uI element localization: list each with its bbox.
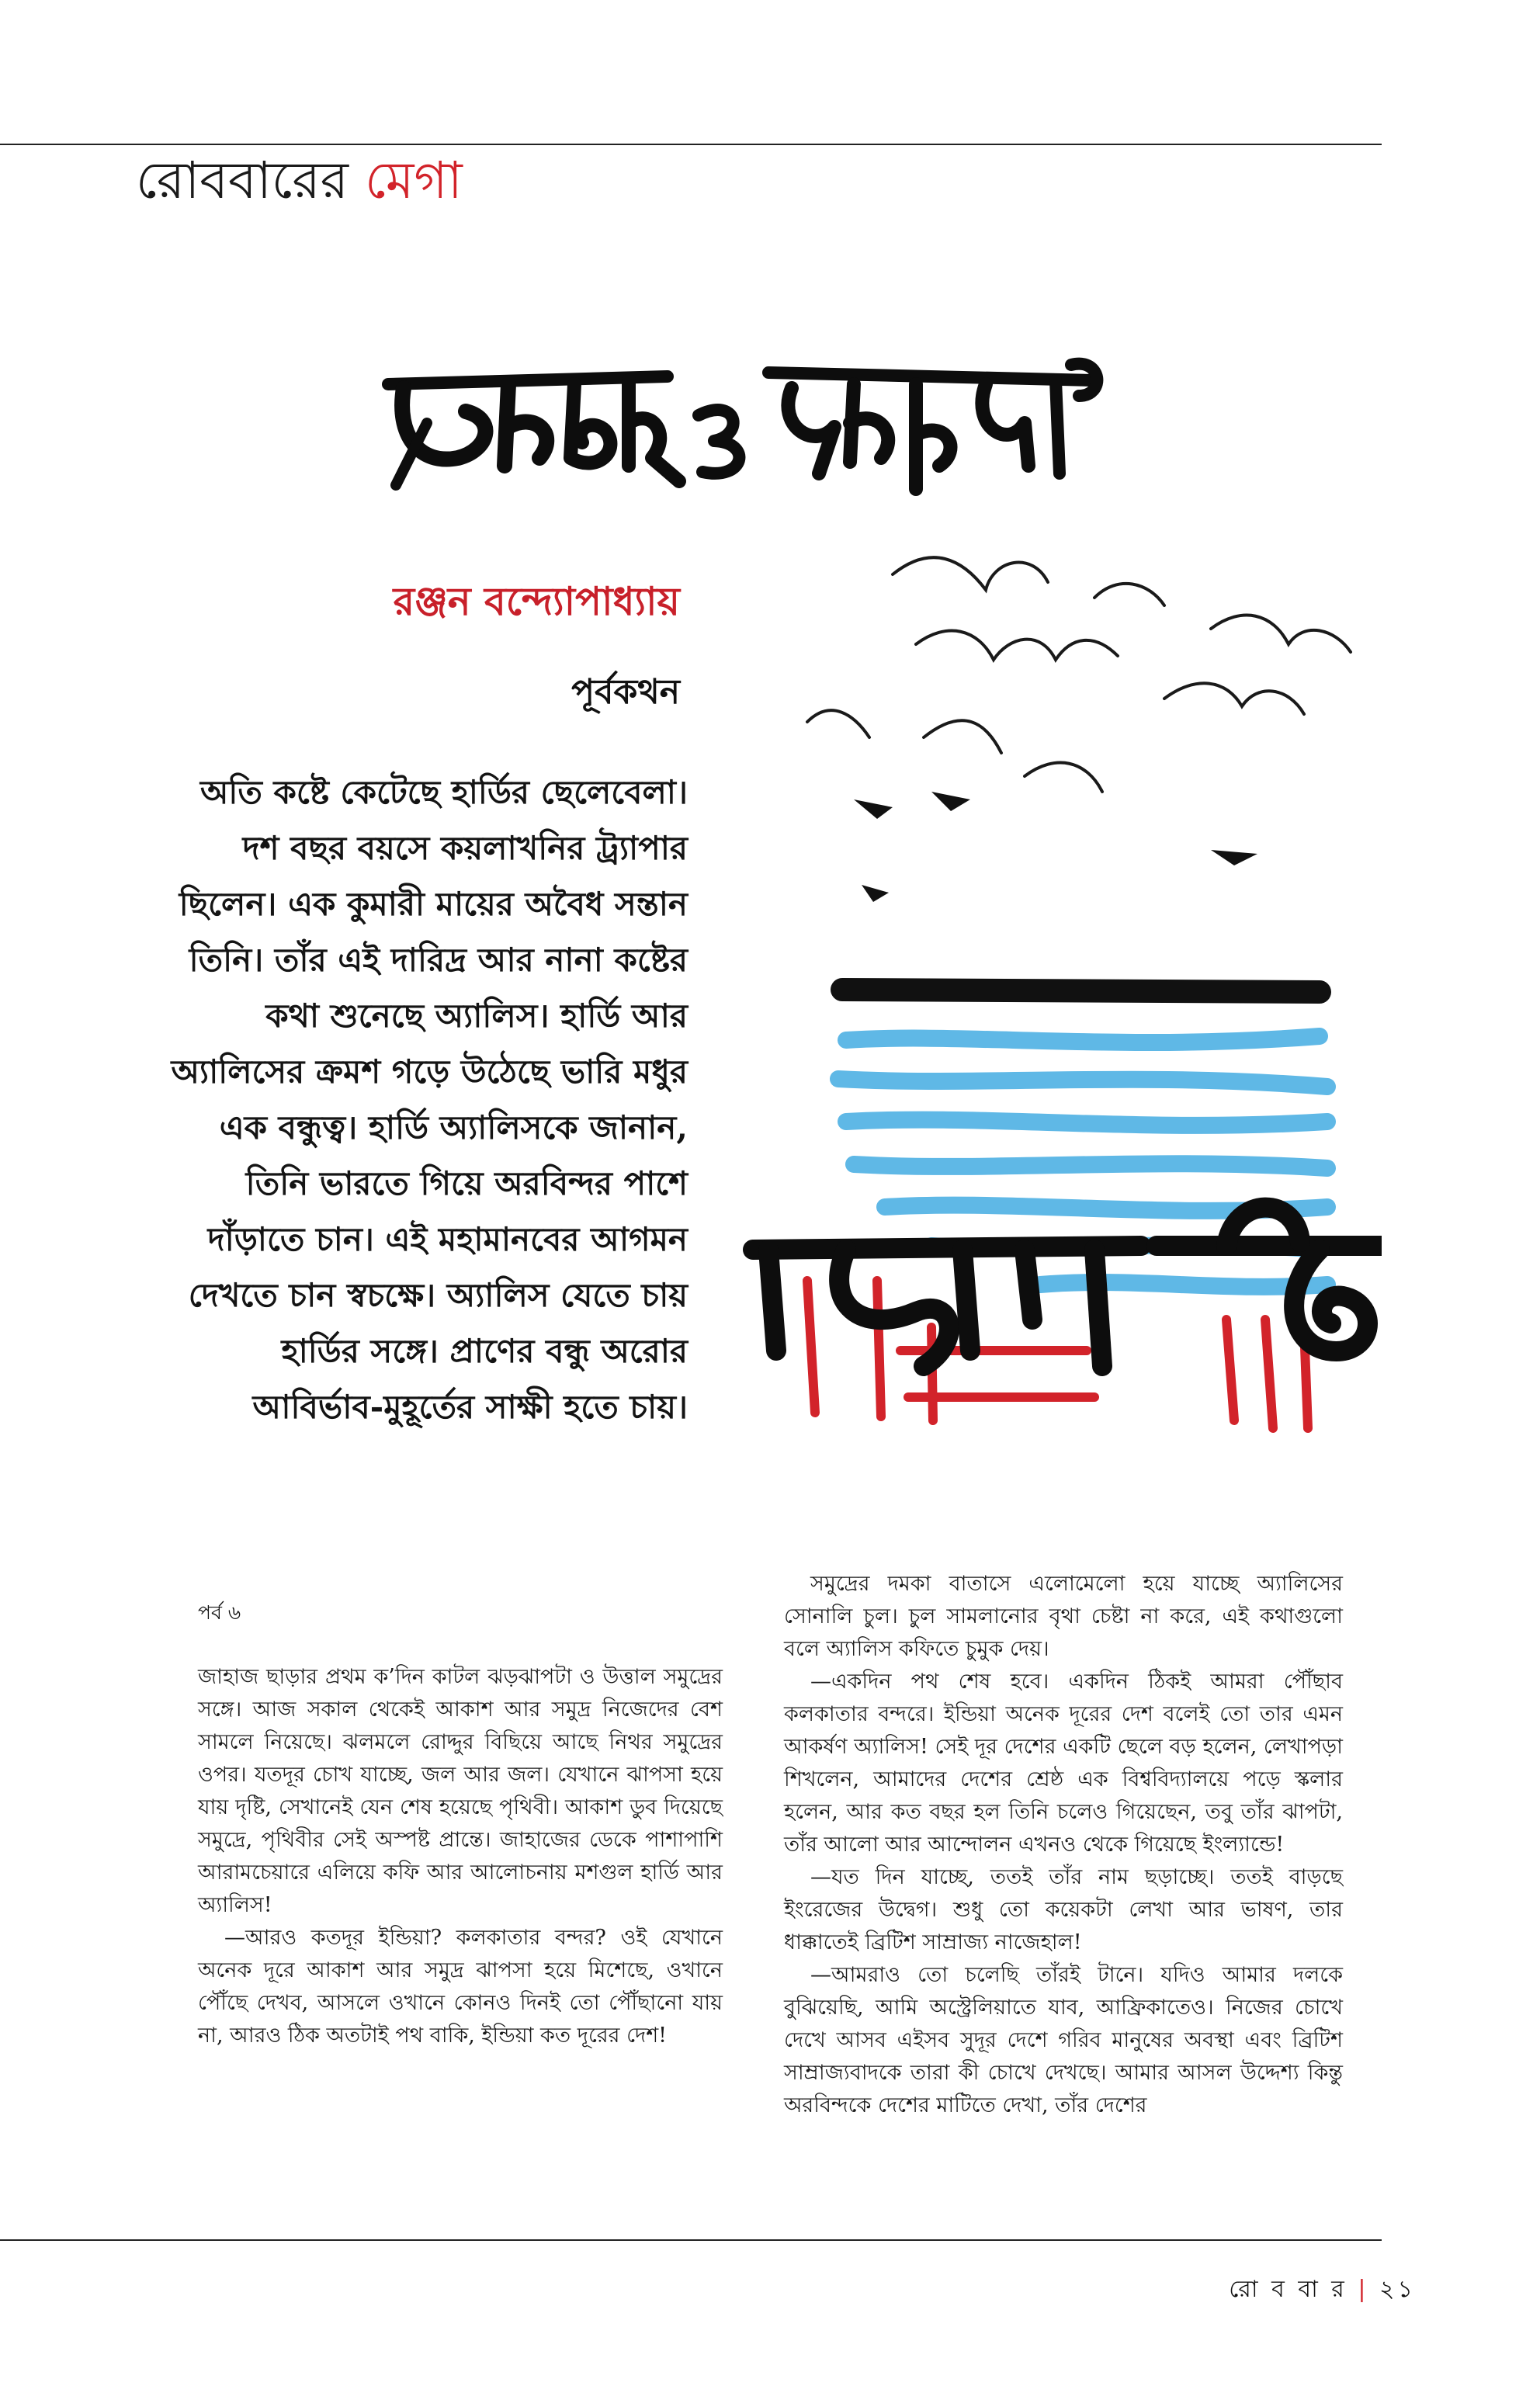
author-name: রঞ্জন বন্দ্যোপাধ্যায় xyxy=(393,578,680,624)
preface-heading: পূর্বকথন xyxy=(571,672,680,712)
illustration-art xyxy=(730,543,1382,1444)
footer-separator: | xyxy=(1358,2276,1369,2303)
intro-text: অতি কষ্টে কেটেছে হার্ডির ছেলেবেলা। দশ বছর বয়সে কয়লাখনির ট্র্যাপার ছিলেন। এক কুমারী মায়ের অবৈধ সন্তান তিনি। তাঁর এই দারিদ্র আর নানা কষ্টের কথা শুনেছে অ্যালিস। হার্ডি আর অ্যালিসের ক্রমশ গড়ে উঠেছে ভারি মধুর এক বন্ধুত্ব। হার্ডি অ্যালিসকে জানান, তিনি ভারতে গিয়ে অরবিন্দর পাশে দাঁড়াতে চান। এই মহামানবের আগমন দেখতে চান স্বচক্ষে। অ্যালিস যেতে চায় হার্ডির সঙ্গে। প্রাণের বন্ধু অরোর আবির্ভাব-মুহূর্তের সাক্ষী হতে চায়। xyxy=(171,773,688,1426)
letter-stroke xyxy=(1094,1250,1102,1366)
section-header xyxy=(136,151,463,210)
bird-dark xyxy=(854,799,893,819)
part-label: পর্ব ৬ xyxy=(198,1601,241,1624)
red-stroke xyxy=(1265,1320,1273,1428)
body-column-left xyxy=(198,1661,723,2052)
letter-stroke xyxy=(768,1250,776,1351)
top-rule xyxy=(0,144,1382,145)
letter-stroke xyxy=(1294,1250,1368,1351)
body-paragraph: সমুদ্রের দমকা বাতাসে এলোমেলো হয়ে যাচ্ছে অ্যালিসের সোনালি চুল। চুল সামলানোর বৃথা চেষ্টা না করে, এই কথাগুলো বলে অ্যালিস কফিতে চুমুক দেয়। xyxy=(784,1572,1343,1661)
section-prefix: রোববারের xyxy=(136,151,349,210)
body-paragraph: —আরও কতদূর ইন্ডিয়া? কলকাতার বন্দর? ওই যেখানে অনেক দূরে আকাশ আর সমুদ্র ঝাপসা হয়ে মিশেছে, ওখানে পৌঁছে দেখব, আসলে ওখানে কোনও দিনই তো পৌঁছানো যায় না, আরও ঠিক অতটাই পথ বাকি, ইন্ডিয়া কত দূরের দেশ! xyxy=(198,1926,723,2048)
page-number: ২১ xyxy=(1379,2276,1416,2303)
title-brush-art xyxy=(373,349,1110,505)
letter-stroke xyxy=(753,1246,1141,1250)
horizon-line xyxy=(842,990,1320,992)
red-stroke xyxy=(1226,1320,1234,1420)
body-paragraph: জাহাজ ছাড়ার প্রথম ক’দিন কাটল ঝড়ঝাপটা ও উত্তাল সমুদ্রের সঙ্গে। আজ সকাল থেকেই আকাশ আর সমুদ্র নিজেদের বেশ সামলে নিয়েছে। ঝলমলে রোদ্দুর বিছিয়ে আছে নিথর সমুদ্রের ওপর। যতদূর চোখ যাচ্ছে, জল আর জল। যেখানে ঝাপসা হয়ে যায় দৃষ্টি, সেখানেই যেন শেষ হয়েছে পৃথিবী। আকাশ ডুব দিয়েছে সমুদ্রে, পৃথিবীর সেই অস্পষ্ট প্রান্তে। জাহাজের ডেকে পাশাপাশি আরামচেয়ারে এলিয়ে কফি আর আলোচনায় মশগুল হার্ডি আর অ্যালিস! xyxy=(198,1665,723,1917)
magazine-name: রো ব বা র xyxy=(1229,2276,1348,2303)
body-column-right xyxy=(784,1568,1343,2122)
wave xyxy=(846,1036,1320,1042)
bird-outline xyxy=(1211,616,1351,652)
wave xyxy=(1040,1282,1327,1287)
bird-dark xyxy=(1211,850,1257,865)
intro-paragraph xyxy=(163,765,688,1435)
red-stroke xyxy=(807,1281,815,1413)
red-stroke xyxy=(931,1327,933,1420)
bird-outline xyxy=(1094,584,1164,605)
section-accent: মেগা xyxy=(364,151,463,210)
wave xyxy=(854,1164,1327,1168)
sea-illustration xyxy=(730,543,1382,1447)
bird-dark xyxy=(862,885,889,902)
bird-outline xyxy=(893,557,1048,590)
wave xyxy=(846,1120,1327,1125)
body-paragraph: —যত দিন যাচ্ছে, ততই তাঁর নাম ছড়াচ্ছে। ততই বাড়ছে ইংরেজের উদ্বেগ। শুধু তো কয়েকটা লেখা আর ভাষণ, তার ধাক্কাতেই ব্রিটিশ সাম্রাজ্য নাজেহাল! xyxy=(784,1865,1343,1954)
letter-stroke xyxy=(1025,1250,1032,1320)
title-calligraphy xyxy=(373,349,1110,508)
bird-dark xyxy=(931,792,970,811)
red-stroke xyxy=(877,1281,881,1417)
letter-stroke xyxy=(962,1250,970,1351)
wave xyxy=(838,1079,1327,1087)
bird-outline xyxy=(1025,763,1102,792)
page-footer xyxy=(1229,2270,1416,2310)
bird-outline xyxy=(916,631,1118,660)
body-paragraph: —আমরাও তো চলেছি তাঁরই টানে। যদিও আমার দলকে বুঝিয়েছি, আমি অস্ট্রেলিয়াতে যাব, আফ্রিকাতেও। নিজের চোখে দেখে আসব এইসব সুদূর দেশে গরিব মানুষের অবস্থা এবং ব্রিটিশ সাম্রাজ্যবাদকে তারা কী চোখে দেখছে। আমার আসল উদ্দেশ্য কিন্তু অরবিন্দকে দেশের মাটিতে দেখা, তাঁর দেশের xyxy=(784,1963,1343,2117)
bird-outline xyxy=(807,710,869,737)
bird-outline xyxy=(924,720,1001,753)
bird-outline xyxy=(1164,683,1304,714)
bottom-rule xyxy=(0,2239,1382,2241)
letter-stroke xyxy=(839,1250,949,1366)
body-paragraph: —একদিন পথ শেষ হবে। একদিন ঠিকই আমরা পৌঁছাব কলকাতার বন্দরে। ইন্ডিয়া অনেক দূরের দেশ বলেই তো তার এমন আকর্ষণ অ্যালিস! সেই দূর দেশের একটি ছেলে বড় হলেন, লেখাপড়া শিখলেন, আমাদের দেশের শ্রেষ্ঠ এক বিশ্ববিদ্যালয়ে পড়ে স্কলার হলেন, আর কত বছর হল তিনি চলেও গিয়েছেন, তবু তাঁর ঝাপটা, তাঁর আলো আর আন্দোলন এখনও থেকে গিয়েছে ইংল্যান্ডে! xyxy=(784,1670,1343,1857)
